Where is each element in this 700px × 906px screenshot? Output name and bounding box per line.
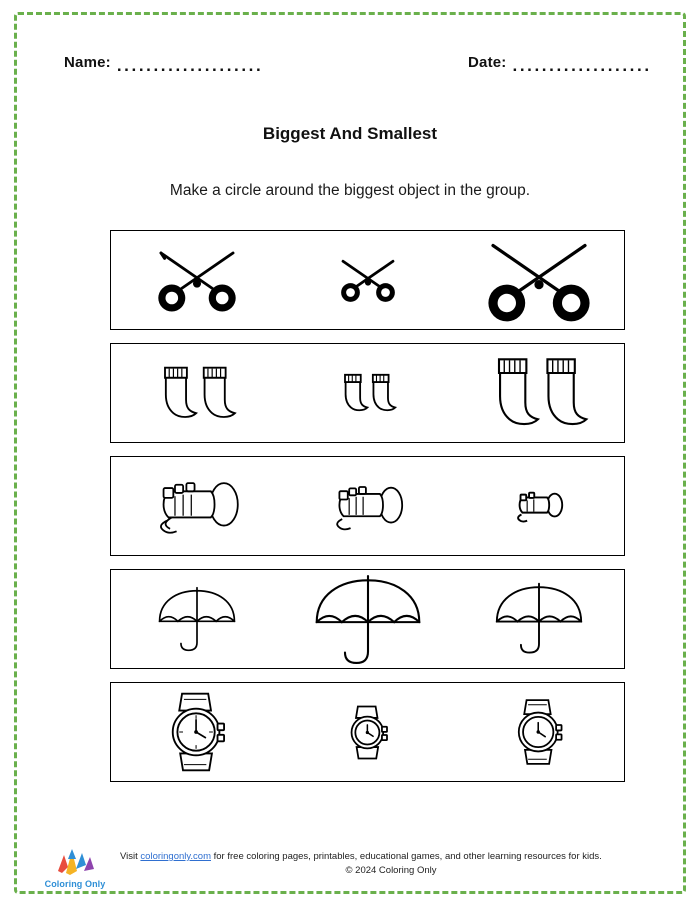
scissors-large-cell[interactable] [453, 231, 624, 329]
watch-small-cell[interactable] [282, 683, 453, 781]
socks-large-cell[interactable] [453, 344, 624, 442]
date-label: Date: [468, 54, 507, 71]
umbrella-medium-cell[interactable] [111, 570, 282, 668]
date-field-group [468, 52, 652, 75]
umbrella-large-cell[interactable] [282, 570, 453, 668]
socks-icon [337, 370, 399, 416]
wristwatch-icon [341, 704, 395, 761]
logo-text: Coloring Only [44, 879, 106, 889]
scissors-icon [143, 244, 251, 316]
footer-visit-suffix: for free coloring pages, printables, educational games, and other learning resources for kids. [211, 851, 602, 862]
wristwatch-icon [506, 697, 572, 767]
date-write-line[interactable]: ................... [512, 56, 652, 75]
table-row [110, 682, 625, 782]
trumpet-icon [143, 475, 251, 537]
table-row [110, 456, 625, 556]
page-title: Biggest And Smallest [262, 124, 438, 143]
umbrella-icon [310, 574, 426, 664]
socks-icon [486, 353, 592, 433]
site-logo[interactable] [38, 845, 112, 889]
name-date-row [48, 52, 652, 82]
umbrella-small-cell[interactable] [453, 570, 624, 668]
scissors-medium-cell[interactable] [111, 231, 282, 329]
wristwatch-icon [157, 690, 237, 774]
name-label: Name: [64, 54, 111, 71]
page-footer [38, 845, 662, 889]
table-row [110, 230, 625, 330]
footer-visit-prefix: Visit [120, 851, 141, 862]
watch-large-cell[interactable] [111, 683, 282, 781]
socks-icon [154, 361, 240, 425]
trumpet-medium-cell[interactable] [282, 457, 453, 555]
table-row [110, 343, 625, 443]
name-field-group [64, 52, 264, 75]
scissors-small-cell[interactable] [282, 231, 453, 329]
trumpet-large-cell[interactable] [111, 457, 282, 555]
trumpet-icon [508, 488, 570, 524]
umbrella-icon [155, 586, 239, 652]
trumpet-small-cell[interactable] [453, 457, 624, 555]
scissors-icon [330, 255, 406, 305]
name-write-line[interactable]: .................... [116, 56, 264, 75]
coloringonly-link[interactable]: coloringonly.com [140, 851, 211, 862]
watch-medium-cell[interactable] [453, 683, 624, 781]
scissors-icon [470, 234, 608, 326]
table-row [110, 569, 625, 669]
footer-text [112, 845, 662, 878]
exercise-rows [110, 230, 625, 795]
trumpet-icon [322, 480, 414, 533]
instructions-text: Make a circle around the biggest object in the group. [169, 182, 531, 199]
socks-small-cell[interactable] [282, 344, 453, 442]
coloring-only-logo-icon [52, 847, 98, 877]
socks-medium-cell[interactable] [111, 344, 282, 442]
copyright-text: © 2024 Coloring Only [345, 864, 437, 876]
umbrella-icon [491, 582, 587, 656]
